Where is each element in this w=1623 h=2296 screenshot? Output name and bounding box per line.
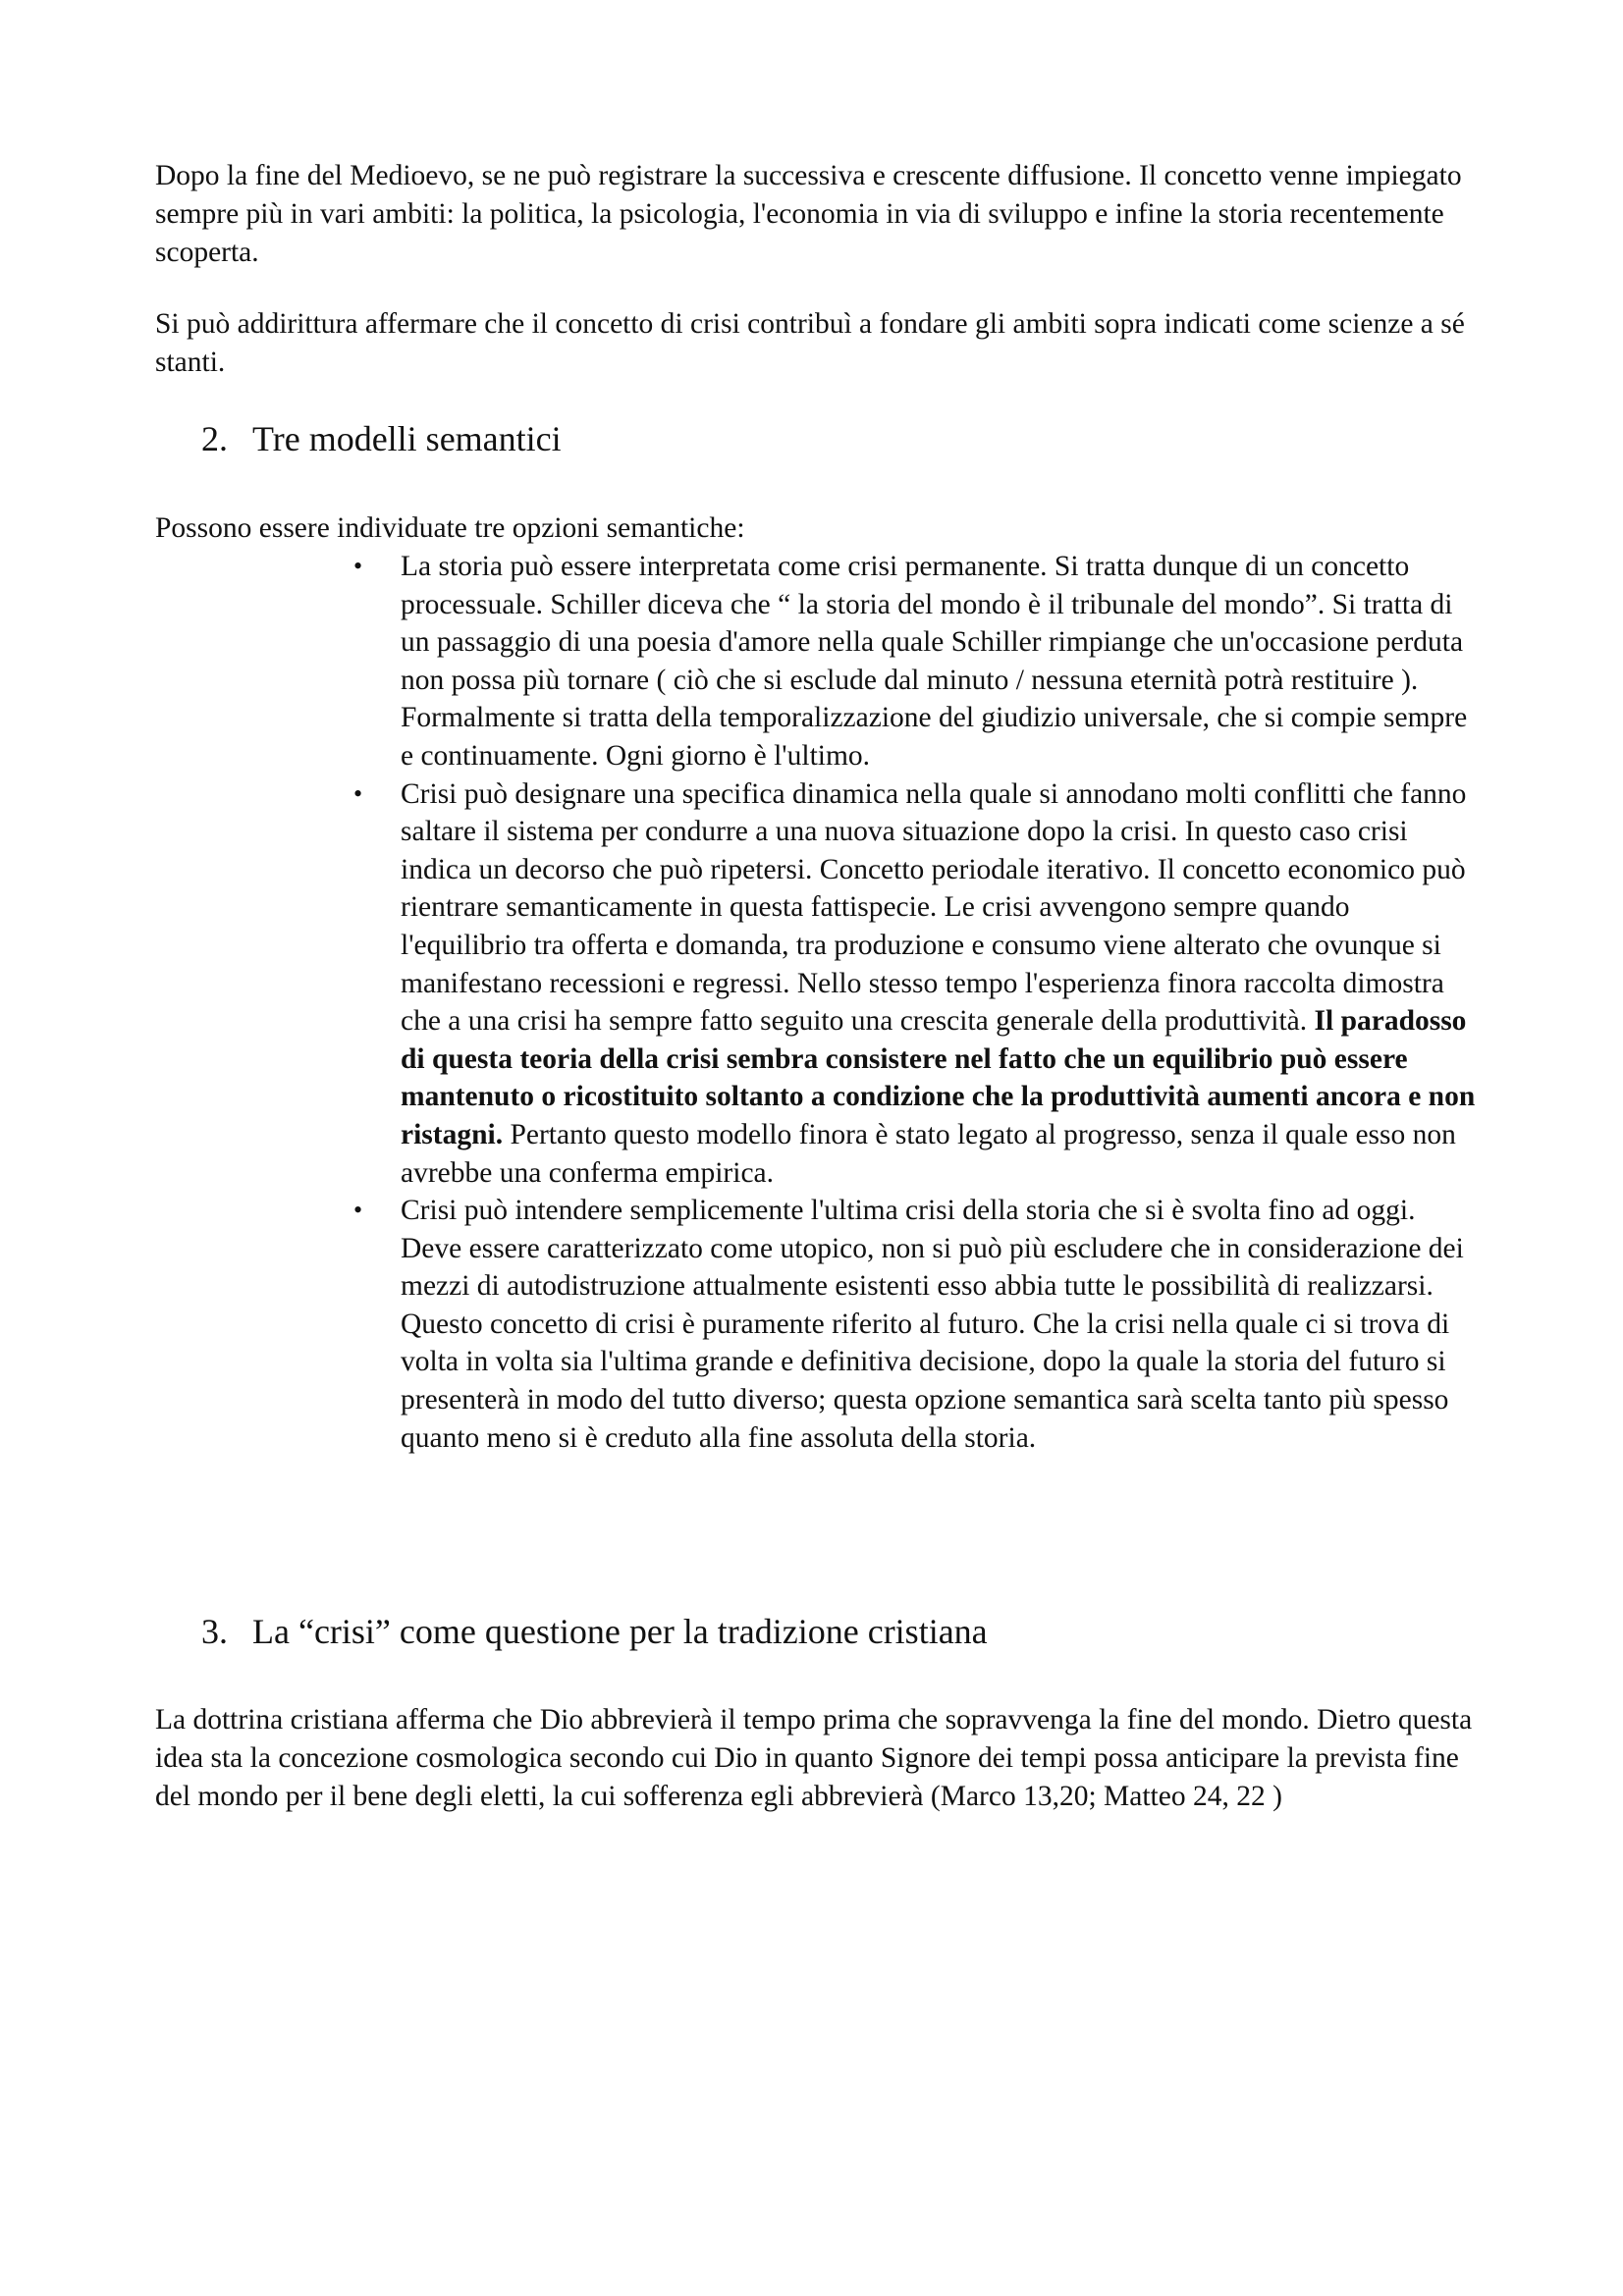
list-item: [353, 548, 1481, 775]
list-item: [353, 1192, 1481, 1457]
bullet-marker: •: [353, 1196, 363, 1225]
list-item-text: La storia può essere interpretata come crisi permanente. Si tratta dunque di un concetto processuale. Schiller diceva che “ la storia del mondo è il tribunale del mondo”. Si tratta di un passaggio di una poesia d'amore nella quale Schiller rimpiange che un'occasione perduta non possa più tornare ( ciò che si esclude dal minuto / nessuna eternità potrà restituire ). Formalmente si tratta della temporalizzazione del giudizio universale, che si compie sempre e continuamente. Ogni giorno è l'ultimo.: [401, 551, 1468, 772]
section-number: 2.: [201, 419, 228, 458]
list-item-text: Crisi può designare una specifica dinamica nella quale si annodano molti conflitti che fanno saltare il sistema per condurre a una nuova situazione dopo la crisi. In questo caso crisi indica un decorso che può ripetersi. Concetto periodale iterativo. Il concetto economico può rientrare semanticamente in questa fattispecie. Le crisi avvengono sempre quando l'equilibrio tra offerta e domanda, tra produzione e consumo viene alterato che ovunque si manifestano recessioni e regressi. Nello stesso tempo l'esperienza finora raccolta dimostra che a una crisi ha sempre fatto seguito una crescita generale della produttività.: [401, 777, 1467, 1038]
paragraph-options-intro: Possono essere individuate tre opzioni semantiche:: [155, 512, 745, 544]
semantic-options-list: [353, 548, 1481, 1457]
list-item-bold-text: Il paradosso di questa teoria della crisi sembra consistere nel fatto che un equilibrio può essere mantenuto o ricostituito soltanto a condizione che la produttività aumenti ancora e non ristagni.: [401, 1005, 1476, 1150]
paragraph-christian-doctrine: La dottrina cristiana afferma che Dio abbrevierà il tempo prima che sopravvenga la fine del mondo. Dietro questa idea sta la concezione cosmologica secondo cui Dio in quanto Signore dei tempi possa anticipare la prevista fine del mondo per il bene degli eletti, la cui sofferenza egli abbrevierà (Marco 13,20; Matteo 24, 22 ): [155, 1704, 1473, 1812]
list-item-text: Crisi può intendere semplicemente l'ultima crisi della storia che si è svolta fino ad oggi. Deve essere caratterizzato come utopico, non si può più escludere che in considerazione dei mezzi di autodistruzione attualmente esistenti esso abbia tutte le possibilità di realizzarsi. Questo concetto di crisi è puramente riferito al futuro. Che la crisi nella quale ci si trova di volta in volta sia l'ultima grande e definitiva decisione, dopo la quale la storia del futuro si presenterà in modo del tutto diverso; questa opzione semantica sarà scelta tanto più spesso quanto meno si è creduto alla fine assoluta della storia.: [401, 1195, 1464, 1454]
section-title: Tre modelli semantici: [252, 419, 562, 458]
list-item-text: Pertanto questo modello finora è stato legato al progresso, senza il quale esso non avrebbe una conferma empirica.: [401, 1118, 1456, 1189]
bullet-marker: •: [353, 552, 363, 580]
section-heading-3: [201, 1610, 988, 1653]
section-number: 3.: [201, 1612, 228, 1651]
paragraph-intro-1: Dopo la fine del Medioevo, se ne può registrare la successiva e crescente diffusione. Il concetto venne impiegato sempre più in vari ambiti: la politica, la psicologia, l'economia in via di sviluppo e infine la storia recentemente scoperta.: [155, 160, 1462, 268]
list-item: [353, 775, 1481, 1193]
paragraph-intro-2: Si può addirittura affermare che il concetto di crisi contribuì a fondare gli ambiti sopra indicati come scienze a sé stanti.: [155, 308, 1465, 378]
bullet-marker: •: [353, 778, 363, 808]
section-title: La “crisi” come questione per la tradizione cristiana: [252, 1612, 988, 1651]
section-heading-2: [201, 417, 562, 460]
